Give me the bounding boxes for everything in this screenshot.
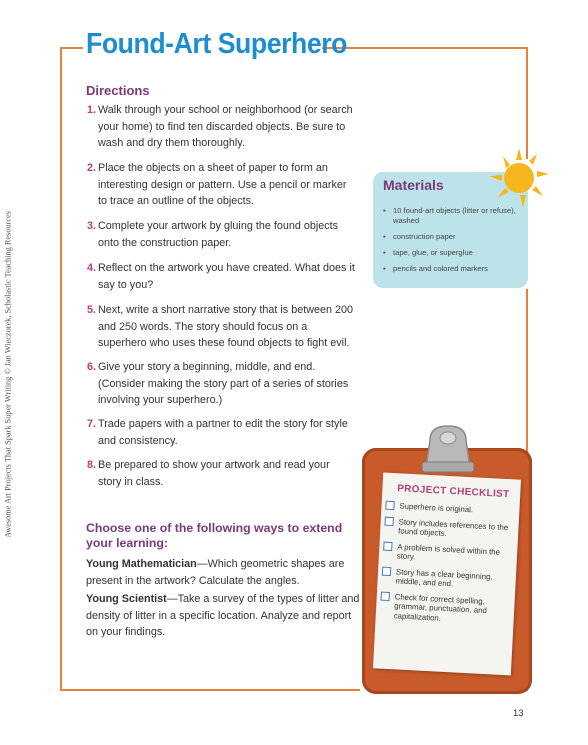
bullet: • [383, 232, 386, 241]
materials-item [383, 248, 523, 258]
bullet: • [383, 264, 386, 273]
direction-step [86, 218, 356, 251]
frame-bottom [60, 689, 360, 691]
step-number: 8. [86, 459, 96, 471]
step-number: 1. [86, 104, 96, 116]
checklist-item [380, 591, 511, 626]
step-number: 2. [86, 162, 96, 174]
checklist-heading: PROJECT CHECKLIST [396, 483, 510, 501]
frame-top-right [322, 47, 528, 49]
checkbox-icon [385, 501, 394, 510]
direction-step [86, 416, 356, 449]
extend-item-label: Young Mathematician [86, 558, 197, 570]
materials-heading: Materials [383, 177, 444, 193]
checkbox-icon [384, 516, 393, 525]
step-text: Trade papers with a partner to edit the story for style and consistency. [98, 418, 348, 447]
step-text: Complete your artwork by gluing the found objects onto the construction paper. [98, 220, 339, 249]
materials-item-text: construction paper [393, 232, 456, 241]
checklist-item [385, 501, 515, 517]
step-text: Be prepared to show your artwork and read your story in class. [98, 459, 330, 488]
checklist-item-text: A problem is solved within the story. [396, 541, 501, 562]
page-number: 13 [513, 708, 524, 719]
direction-step [86, 457, 356, 490]
checklist-item [383, 541, 514, 567]
checklist-item-text: Superhero is original. [399, 501, 474, 515]
step-number: 7. [86, 418, 96, 430]
frame-left [60, 47, 62, 691]
extend-item-text: —Which geometric shapes are present in the artwork? Calculate the angles. [86, 558, 345, 587]
step-number: 6. [86, 361, 96, 373]
checklist-item [381, 566, 512, 592]
step-text: Give your story a beginning, middle, and end. (Consider making the story part of a series of stories involving your superhero.) [98, 361, 349, 406]
step-number: 5. [86, 304, 96, 316]
step-text: Reflect on the artwork you have created. What does it say to you? [98, 262, 355, 291]
materials-item-text: pencils and colored markers [393, 264, 488, 273]
clip-icon [418, 420, 478, 480]
bullet: • [383, 248, 386, 257]
materials-item-text: 10 found-art objects (litter or refuse), washed [393, 206, 516, 225]
clipboard-graphic [358, 420, 536, 695]
direction-step [86, 359, 356, 409]
extend-item [86, 556, 361, 589]
checkbox-icon [381, 591, 390, 600]
checklist-item-text: Story has a clear beginning, middle, and end. [395, 566, 493, 589]
checklist-item [384, 516, 515, 542]
extend-item-text: —Take a survey of the types of litter and density of litter in a specific location. Analyze and report on your findings. [86, 593, 360, 638]
materials-item [383, 264, 523, 274]
page-title: Found-Art Superhero [86, 28, 348, 60]
frame-top-left [60, 47, 83, 49]
extend-item-label: Young Scientist [86, 593, 167, 605]
materials-item-text: tape, glue, or superglue [393, 248, 473, 257]
extend-heading: Choose one of the following ways to extend your learning: [86, 521, 343, 550]
direction-step [86, 260, 356, 293]
materials-item [383, 232, 523, 242]
checklist-item-text: Story includes references to the found objects. [397, 516, 509, 538]
checklist-paper [373, 473, 521, 676]
checklist [379, 501, 515, 633]
directions-heading: Directions [86, 83, 150, 98]
direction-step [86, 302, 356, 352]
sun-icon [475, 140, 555, 210]
extend-item [86, 591, 361, 641]
materials-list [383, 206, 523, 280]
checklist-item-text: Check for correct spelling, grammar, punctuation, and capitalization. [393, 591, 488, 623]
step-text: Next, write a short narrative story that is between 200 and 250 words. The story should focus on a superhero who uses these found objects to fight evil. [98, 304, 354, 349]
step-text: Place the objects on a sheet of paper to form an interesting design or pattern. Use a pencil or marker to trace an outline of the objects. [98, 162, 347, 207]
step-number: 3. [86, 220, 96, 232]
step-text: Walk through your school or neighborhood (or search your home) to find ten discarded objects. Be sure to wash and dry them thoroughly. [98, 104, 353, 149]
bullet: • [383, 206, 386, 215]
direction-step [86, 102, 356, 152]
checkbox-icon [382, 566, 391, 575]
checkbox-icon [383, 541, 392, 550]
step-number: 4. [86, 262, 96, 274]
direction-step [86, 160, 356, 210]
side-credit: Awesome Art Projects That Spark Super Writing © Jan Wieczorek, Scholastic Teaching Resources [3, 211, 13, 538]
